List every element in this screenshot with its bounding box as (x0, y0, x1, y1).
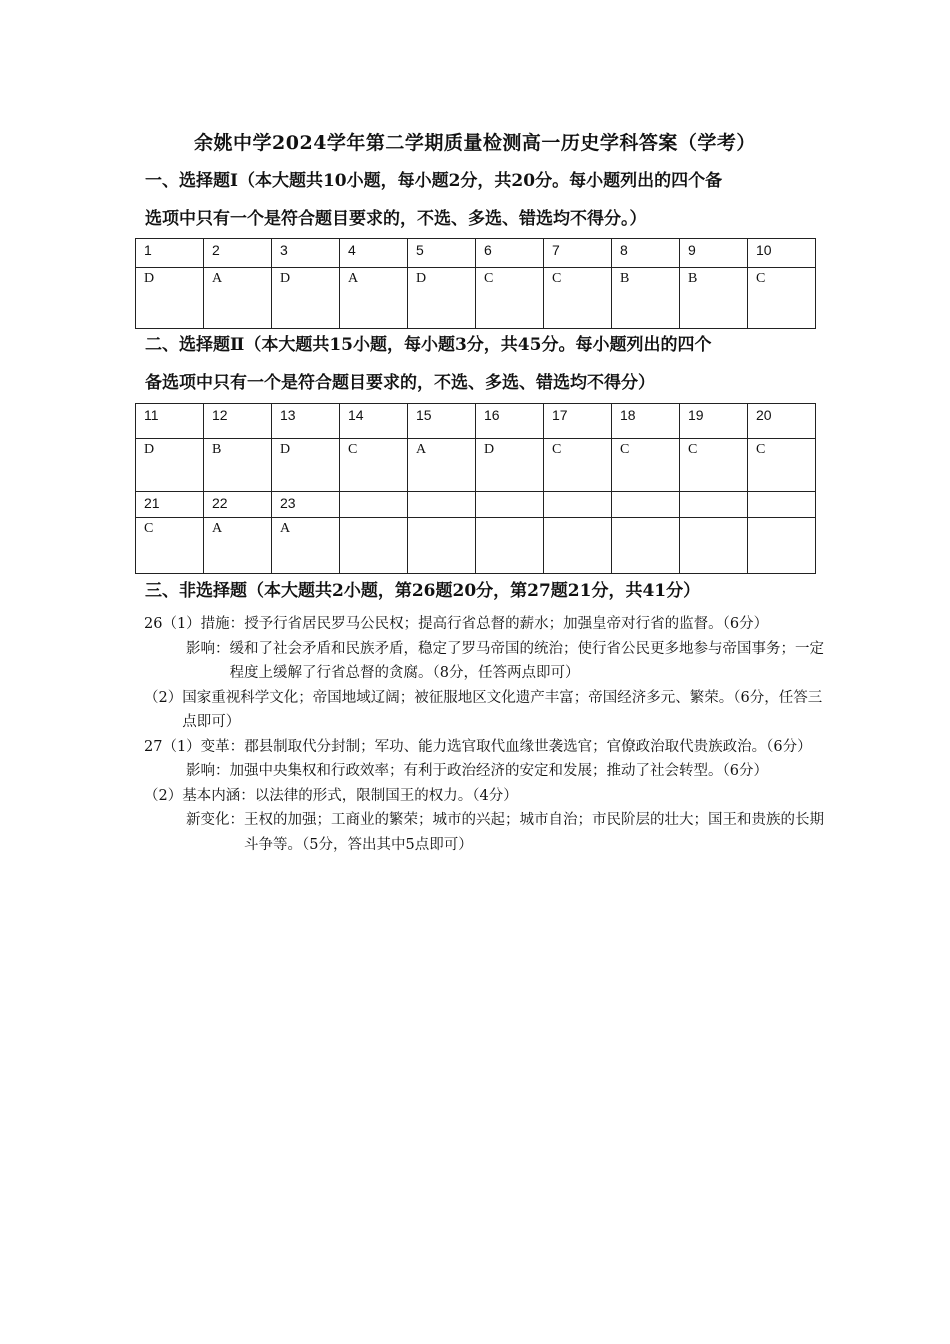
question-number: 15 (408, 404, 476, 439)
question-number (408, 492, 476, 518)
q27-changes-text: 王权的加强；工商业的繁荣；城市的兴起；城市自治；市民阶层的壮大；国王和贵族的长期斗争等。（5分，答出其中5点即可） (244, 812, 824, 853)
question-number: 3 (272, 239, 340, 268)
answer-table-1 (135, 238, 816, 329)
question-number (544, 492, 612, 518)
table-row-answers (136, 268, 816, 329)
q26-part2 (144, 686, 834, 735)
answer-cell: C (476, 268, 544, 329)
question-number: 2 (204, 239, 272, 268)
page-title: 余姚中学2024学年第二学期质量检测高一历史学科答案（学考） (194, 132, 756, 154)
section1-line1: 一、选择题Ⅰ（本大题共10小题，每小题2分，共20分。每小题列出的四个备 (145, 171, 723, 191)
answer-cell: C (680, 439, 748, 492)
question-number: 19 (680, 404, 748, 439)
q27-effect-text: 加强中央集权和行政效率；有利于政治经济的安定和发展；推动了社会转型。（6分） (229, 763, 768, 779)
section1-line2: 选项中只有一个是符合题目要求的，不选、多选、错选均不得分。） (145, 209, 647, 229)
answer-cell: A (204, 268, 272, 329)
question-number: 5 (408, 239, 476, 268)
answer-cell: D (272, 268, 340, 329)
question-number (340, 492, 408, 518)
section2-heading (145, 326, 825, 402)
q26-part1 (144, 612, 834, 637)
answer-cell (612, 518, 680, 574)
answer-cell (544, 518, 612, 574)
question-number: 6 (476, 239, 544, 268)
q27-part1-label: 27（1）变革： (144, 738, 245, 755)
q27-part2-changes (144, 808, 834, 857)
question-number: 14 (340, 404, 408, 439)
answer-cell (680, 518, 748, 574)
section1-heading (145, 162, 825, 238)
q27-changes-label: 新变化： (186, 812, 244, 828)
question-number: 10 (748, 239, 816, 268)
question-number: 4 (340, 239, 408, 268)
answer-cell: B (680, 268, 748, 329)
answer-cell: D (476, 439, 544, 492)
answer-table-2 (135, 403, 816, 574)
question-number (612, 492, 680, 518)
section3-heading: 三、非选择题（本大题共2小题，第26题20分，第27题21分，共41分） (145, 581, 701, 601)
answer-cell: C (544, 439, 612, 492)
section2-line2: 备选项中只有一个是符合题目要求的，不选、多选、错选均不得分） (145, 373, 655, 393)
question-number: 17 (544, 404, 612, 439)
q27-part2-text: 以法律的形式，限制国王的权力。（4分） (254, 787, 518, 804)
answer-cell: D (136, 439, 204, 492)
answer-cell (748, 518, 816, 574)
section2-line1: 二、选择题Ⅱ（本大题共15小题，每小题3分，共45分。每小题列出的四个 (145, 335, 712, 355)
table-row-numbers (136, 492, 816, 518)
table-row-numbers (136, 404, 816, 439)
answer-cell: D (408, 268, 476, 329)
question-number: 16 (476, 404, 544, 439)
answer-cell: A (408, 439, 476, 492)
q26-effect-text: 缓和了社会矛盾和民族矛盾，稳定了罗马帝国的统治；使行省公民更多地参与帝国事务；一定程度上缓解了行省总督的贪腐。（8分，任答两点即可） (229, 640, 824, 681)
q26-part2-text: 国家重视科学文化；帝国地域辽阔；被征服地区文化遗产丰富；帝国经济多元、繁荣。（6分，任答三点即可） (182, 689, 823, 730)
question-number: 8 (612, 239, 680, 268)
answer-cell: C (748, 439, 816, 492)
question-number: 23 (272, 492, 340, 518)
table-row-numbers (136, 239, 816, 268)
table-row-answers (136, 439, 816, 492)
answer-cell: A (272, 518, 340, 574)
answer-cell: C (340, 439, 408, 492)
answer-cell (408, 518, 476, 574)
q27-effect-label: 影响： (186, 763, 230, 779)
answer-cell: C (612, 439, 680, 492)
q27-part1-text: 郡县制取代分封制；军功、能力选官取代血缘世袭选官；官僚政治取代贵族政治。（6分） (244, 738, 812, 755)
question-number: 7 (544, 239, 612, 268)
answer-cell: B (204, 439, 272, 492)
q27-part2 (144, 784, 834, 809)
question-number: 9 (680, 239, 748, 268)
q26-part2-label: （2） (144, 689, 183, 706)
question-number: 22 (204, 492, 272, 518)
question-number: 12 (204, 404, 272, 439)
section3-answers (144, 612, 834, 857)
table-row-answers (136, 518, 816, 574)
question-number: 20 (748, 404, 816, 439)
answer-cell (476, 518, 544, 574)
question-number: 11 (136, 404, 204, 439)
answer-cell: D (272, 439, 340, 492)
answer-cell: C (748, 268, 816, 329)
answer-cell: A (204, 518, 272, 574)
q27-part1 (144, 735, 834, 760)
answer-cell (340, 518, 408, 574)
question-number (748, 492, 816, 518)
answer-cell: A (340, 268, 408, 329)
q26-part1-effect (144, 637, 834, 686)
question-number (476, 492, 544, 518)
question-number: 1 (136, 239, 204, 268)
answer-cell: D (136, 268, 204, 329)
answer-cell: C (544, 268, 612, 329)
q27-part2-label: （2）基本内涵： (144, 787, 255, 804)
q26-part1-label: 26（1）措施： (144, 616, 245, 632)
question-number: 13 (272, 404, 340, 439)
question-number (680, 492, 748, 518)
question-number: 21 (136, 492, 204, 518)
answer-cell: B (612, 268, 680, 329)
question-number: 18 (612, 404, 680, 439)
q26-effect-label: 影响： (186, 640, 230, 657)
q26-part1-text: 授予行省居民罗马公民权；提高行省总督的薪水；加强皇帝对行省的监督。（6分） (244, 616, 769, 632)
q27-part1-effect (144, 759, 834, 784)
answer-cell: C (136, 518, 204, 574)
